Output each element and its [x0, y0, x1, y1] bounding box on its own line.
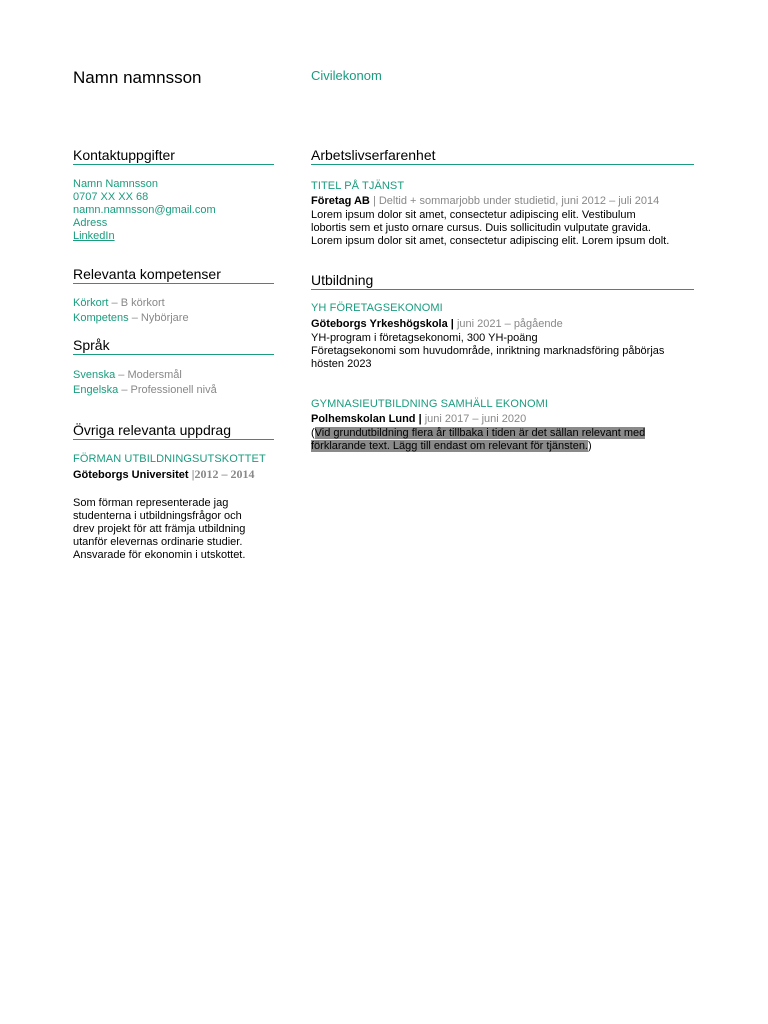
other-sep: |: [191, 469, 195, 481]
other-desc-line: drev projekt för att främja utbildning: [73, 523, 246, 535]
language-item: Svenska – Modersmål: [73, 369, 182, 381]
education-desc-line: YH-program i företagsekonomi, 300 YH-poäng: [311, 332, 538, 344]
language-level: Modersmål: [127, 369, 182, 381]
other-org-line: [73, 467, 274, 482]
contact-email[interactable]: namn.namnsson@gmail.com: [73, 204, 216, 216]
education-heading: Utbildning: [311, 272, 694, 290]
work-company-line: [311, 195, 694, 208]
education-desc-line: hösten 2023: [311, 358, 372, 370]
education-title: GYMNASIEUTBILDNING SAMHÄLL EKONOMI: [311, 398, 549, 410]
language-item: Engelska – Professionell nivå: [73, 384, 217, 396]
other-dates: 2012 – 2014: [194, 467, 255, 481]
education-desc-line: Företagsekonomi som huvudområde, inriktning marknadsföring påbörjas: [311, 345, 665, 357]
education-dates: juni 2021 – pågående: [456, 318, 563, 330]
skill-value: B körkort: [120, 297, 165, 309]
skill-item: Kompetens – Nybörjare: [73, 312, 189, 324]
highlighted-note-text: Vid grundutbildning flera år tillbaka i tiden är det sällan relevant med: [314, 427, 646, 439]
work-company: Företag AB: [311, 195, 370, 207]
work-title: TITEL PÅ TJÄNST: [311, 180, 405, 192]
languages-heading: Språk: [73, 337, 274, 355]
language-label: Svenska: [73, 369, 116, 381]
education-school-line: [311, 413, 694, 426]
contact-phone: 0707 XX XX 68: [73, 191, 149, 203]
education-description: [311, 332, 694, 371]
skill-value: Nybörjare: [140, 312, 189, 324]
other-desc-line: Ansvarade för ekonomin i utskottet.: [73, 549, 246, 561]
education-note-line: (Vid grundutbildning flera år tillbaka i tiden är det sällan relevant med: [311, 427, 646, 439]
linkedin-link[interactable]: LinkedIn: [73, 230, 115, 242]
profession-title: Civilekonom: [311, 68, 382, 83]
skill-item: Körkort – B körkort: [73, 297, 165, 309]
language-label: Engelska: [73, 384, 119, 396]
skills-list: [73, 296, 274, 326]
contact-details: [73, 178, 274, 243]
other-description: [73, 497, 274, 562]
skill-label: Körkort: [73, 297, 109, 309]
contact-heading: Kontaktuppgifter: [73, 147, 274, 165]
contact-name: Namn Namnsson: [73, 178, 158, 190]
skill-label: Kompetens: [73, 312, 129, 324]
applicant-name: Namn namnsson: [73, 68, 202, 87]
work-desc-line: Lorem ipsum dolor sit amet, consectetur adipiscing elit. Lorem ipsum dolt.: [311, 235, 670, 247]
contact-address: Adress: [73, 217, 108, 229]
language-level: Professionell nivå: [130, 384, 217, 396]
other-desc-line: Som förman representerade jag: [73, 497, 229, 509]
work-heading: Arbetslivserfarenhet: [311, 147, 694, 165]
work-meta: | Deltid + sommarjobb under studietid, juni 2012 – juli 2014: [372, 195, 660, 207]
languages-list: [73, 368, 274, 398]
work-desc-line: Lorem ipsum dolor sit amet, consectetur adipiscing elit. Vestibulum: [311, 209, 636, 221]
other-org: Göteborgs Universitet: [73, 469, 189, 481]
other-heading: Övriga relevanta uppdrag: [73, 422, 274, 440]
work-description: [311, 209, 694, 248]
other-title: FÖRMAN UTBILDNINGSUTSKOTTET: [73, 453, 266, 465]
education-school: Göteborgs Yrkeshögskola |: [311, 318, 454, 330]
education-dates: juni 2017 – juni 2020: [424, 413, 527, 425]
work-desc-line: lobortis sem et justo ornare cursus. Duis sollicitudin vulputate gravida.: [311, 222, 651, 234]
skills-heading: Relevanta kompetenser: [73, 266, 274, 284]
education-note-line: förklarande text. Lägg till endast om relevant för tjänsten.): [311, 440, 592, 452]
other-desc-line: utanför elevernas ordinarie studier.: [73, 536, 243, 548]
education-school: Polhemskolan Lund |: [311, 413, 422, 425]
education-title: YH FÖRETAGSEKONOMI: [311, 302, 443, 314]
education-school-line: [311, 318, 694, 331]
highlighted-note-text: förklarande text. Lägg till endast om relevant för tjänsten.: [311, 440, 588, 452]
education-note: [311, 427, 694, 453]
other-desc-line: studenterna i utbildningsfrågor och: [73, 510, 242, 522]
